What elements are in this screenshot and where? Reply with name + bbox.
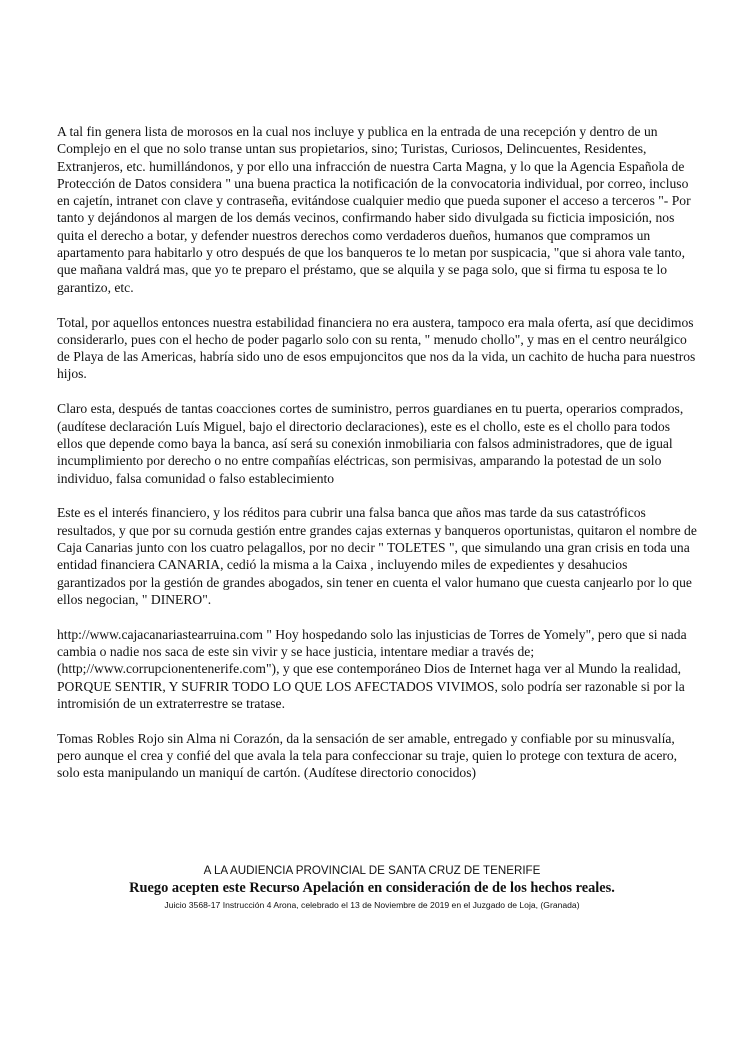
paragraph-1: A tal fin genera lista de morosos en la cual nos incluye y publica en la entrada de una recepción y dentro de un Complejo en el que no solo transe untan sus propietarios, sino; Turistas, Curiosos, Delincuentes, Residentes, Extranjeros, etc. humillándonos, y por ello una infracción de nuestra Carta Magna, y lo que la Agencia Española de Protección de Datos considera " una buena practica la notificación de la convocatoria individual, por correo, incluso en cajetín, intranet con clave y contraseña, evitándose cualquier medio que pueda suponer el acceso a terceros "- Por tanto y dejándonos al margen de los demás vecinos, confirmando haber sido divulgada su ficticia imposición, nos quita el derecho a botar, y defender nuestros derechos como verdaderos dueños, humanos que compramos un apartamento para habitarlo y otro después de que los banqueros te lo metan por suspicacia, "que si ahora vale tanto, que mañana valdrá mas, que yo te preparo el préstamo, que se alquila y se paga solo, que si firma tu esposa te lo garantizo, etc.: [57, 124, 691, 295]
footer-case-reference: Juicio 3568-17 Instrucción 4 Arona, celebrado el 13 de Noviembre de 2019 en el Juzgado de Loja, (Granada): [164, 900, 580, 910]
footer-request: Ruego acepten este Recurso Apelación en consideración de de los hechos reales.: [129, 880, 615, 896]
paragraph-5: http://www.cajacanariastearruina.com " Hoy hospedando solo las injusticias de Torres de Yomely", pero que si nada cambia o nadie nos saca de este sin vivir y se hace justicia, intentare mediar a través de; (http;//www.corrupcionentenerife.com"), y que ese contemporáneo Dios de Internet haga ver al Mundo la realidad, PORQUE SENTIR, Y SUFRIR TODO LO QUE LOS AFECTADOS VIVIMOS, solo podría ser razonable si por la intromisión de un extraterrestre se tratase.: [57, 626, 687, 711]
paragraph-2: Total, por aquellos entonces nuestra estabilidad financiera no era austera, tampoco era mala oferta, así que decidimos considerarlo, pues con el hecho de poder pagarlo solo con su renta, " menudo chollo", y mas en el centro neurálgico de Playa de las Americas, habría sido uno de esos empujoncitos que nos da la vida, un cachito de hucha para nuestros hijos.: [57, 314, 696, 382]
footer-addressee: A LA AUDIENCIA PROVINCIAL DE SANTA CRUZ DE TENERIFE: [203, 864, 541, 877]
paragraph-4: Este es el interés financiero, y los réditos para cubrir una falsa banca que años mas tarde da sus catastróficos resultados, y que por su cornuda gestión entre grandes cajas externas y banqueros oportunistas, quitaron el nombre de Caja Canarias junto con los cuatro pelagallos, por no decir " TOLETES ", que simulando una gran crisis en toda una entidad financiera CANARIA, cedió la misma a la Caixa , incluyendo miles de expedientes y desahucios garantizados por la gestión de grandes abogados, sin tener en cuenta el valor humano que cuesta canjearlo por lo que ellos negocian, " DINERO".: [57, 505, 697, 607]
paragraph-6: Tomas Robles Rojo sin Alma ni Corazón, da la sensación de ser amable, entregado y confiable por su minusvalía, pero aunque el crea y confié del que avala la tela para confeccionar su traje, quien lo protege con textura de acero, solo esta manipulando un maniquí de cartón. (Audítese directorio conocidos): [57, 730, 678, 781]
paragraph-3: Claro esta, después de tantas coacciones cortes de suministro, perros guardianes en tu puerta, operarios comprados, (audítese declaración Luís Miguel, bajo el directorio declaraciones), este es el chollo, este es el chollo para todos ellos que depende como baya la banca, así será su conexión inmobiliaria con falsos administradores, que de igual incumplimiento por derecho o no entre compañías eléctricas, son permisivas, amparando la potestad de un solo individuo, falsa comunidad o falso establecimiento: [57, 401, 684, 486]
document-body: [57, 123, 699, 799]
